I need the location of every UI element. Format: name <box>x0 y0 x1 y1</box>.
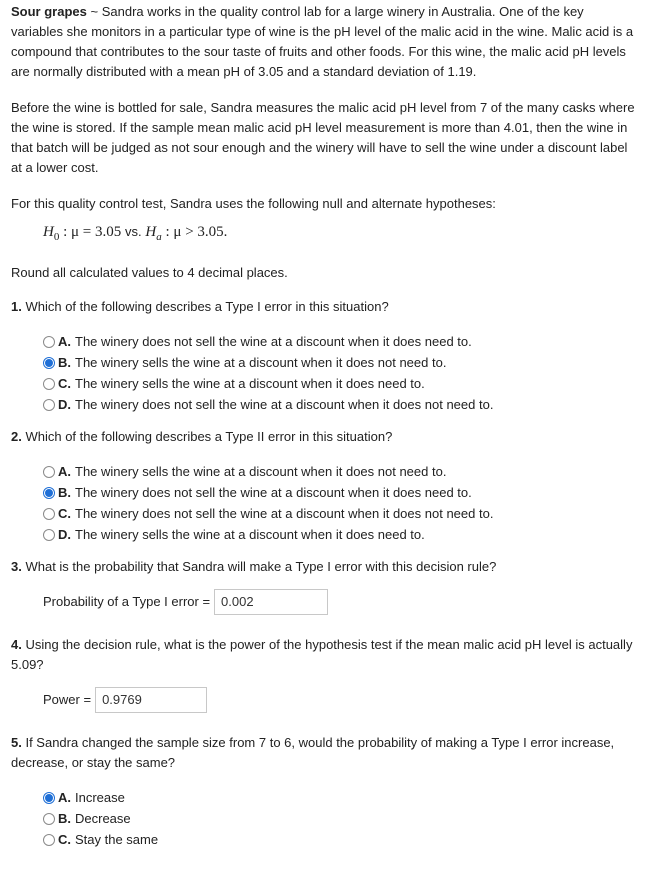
radio-button[interactable] <box>43 508 55 520</box>
option-text: Stay the same <box>75 831 159 847</box>
intro-paragraph <box>11 2 637 82</box>
q1-option-d[interactable] <box>43 394 637 415</box>
q4-answer-row <box>43 685 637 715</box>
option-letter: C. <box>58 505 71 521</box>
radio-button[interactable] <box>43 834 55 846</box>
option-text: The winery does not sell the wine at a discount when it does not need to. <box>75 396 494 412</box>
question-2-number: 2. <box>11 429 22 444</box>
question-1-text: Which of the following describes a Type I error in this situation? <box>25 299 389 314</box>
q5-option-a[interactable] <box>43 787 637 808</box>
question-5-options <box>43 787 637 850</box>
question-4 <box>11 635 637 675</box>
q1-option-b[interactable] <box>43 352 637 373</box>
power-label: Power = <box>43 692 92 707</box>
option-text: The winery sells the wine at a discount when it does not need to. <box>75 354 447 370</box>
q5-option-b[interactable] <box>43 808 637 829</box>
question-4-text: Using the decision rule, what is the power of the hypothesis test if the mean malic acid pH level is actually 5.09? <box>11 637 633 672</box>
q5-option-c[interactable] <box>43 829 637 850</box>
option-letter: D. <box>58 526 71 542</box>
option-letter: C. <box>58 831 71 847</box>
option-letter: B. <box>58 484 71 500</box>
option-letter: A. <box>58 333 71 349</box>
option-letter: A. <box>58 463 71 479</box>
option-letter: B. <box>58 810 71 826</box>
question-5-text: If Sandra changed the sample size from 7 to 6, would the probability of making a Type I error increase, decrease, or stay the same? <box>11 735 615 770</box>
q2-option-d[interactable] <box>43 524 637 545</box>
option-text: Decrease <box>75 810 131 826</box>
option-text: The winery does not sell the wine at a discount when it does not need to. <box>75 505 494 521</box>
option-text: The winery sells the wine at a discount when it does not need to. <box>75 463 447 479</box>
q1-option-a[interactable] <box>43 331 637 352</box>
power-input[interactable]: 0.9769 <box>95 687 207 713</box>
question-2-text: Which of the following describes a Type II error in this situation? <box>25 429 393 444</box>
radio-button-selected[interactable] <box>43 357 55 369</box>
hypotheses-intro: For this quality control test, Sandra uses the following null and alternate hypotheses: <box>11 196 496 211</box>
radio-button-selected[interactable] <box>43 792 55 804</box>
type-i-error-input[interactable]: 0.002 <box>214 589 328 615</box>
radio-button[interactable] <box>43 378 55 390</box>
question-4-number: 4. <box>11 637 22 652</box>
question-2 <box>11 427 637 447</box>
radio-button[interactable] <box>43 399 55 411</box>
question-5 <box>11 733 637 773</box>
question-3-number: 3. <box>11 559 22 574</box>
q2-option-c[interactable] <box>43 503 637 524</box>
q1-option-c[interactable] <box>43 373 637 394</box>
radio-button[interactable] <box>43 336 55 348</box>
option-letter: A. <box>58 789 71 805</box>
radio-button[interactable] <box>43 466 55 478</box>
q2-option-b[interactable] <box>43 482 637 503</box>
hypotheses-formula: $H_0$ : μ = 3.05 vs. $H_a$ : μ > 3.05. <box>43 224 228 243</box>
radio-button[interactable] <box>43 813 55 825</box>
question-3 <box>11 557 637 577</box>
intro-text: Sandra works in the quality control lab for a large winery in Australia. One of the key variables she monitors in a particular type of wine is the pH level of the malic acid in the wine. Malic acid is a compound that contributes to the sour taste of fruits and other foods. For this wine, the malic acid pH levels are normally distributed with a mean pH of 3.05 and a standard deviation of 1.19. <box>11 4 634 79</box>
question-3-text: What is the probability that Sandra will make a Type I error with this decision rule? <box>25 559 497 574</box>
decision-rule-paragraph: Before the wine is bottled for sale, Sandra measures the malic acid pH level from 7 of the many casks where the wine is stored. If the sample mean malic acid pH level measurement is more than 4.01, then the wine in that batch will be judged as not sour enough and the winery will have to sell the wine under a discount label at a lower cost. <box>11 100 635 175</box>
option-letter: B. <box>58 354 71 370</box>
rounding-note: Round all calculated values to 4 decimal places. <box>11 265 288 280</box>
question-1 <box>11 297 637 317</box>
type-i-error-label: Probability of a Type I error = <box>43 594 211 609</box>
question-1-options <box>43 331 637 415</box>
radio-button-selected[interactable] <box>43 487 55 499</box>
option-text: The winery sells the wine at a discount when it does need to. <box>75 526 425 542</box>
option-text: The winery sells the wine at a discount when it does need to. <box>75 375 425 391</box>
question-2-options <box>43 461 637 545</box>
option-letter: D. <box>58 396 71 412</box>
q3-answer-row <box>43 587 637 617</box>
vs-label: vs. <box>125 224 142 239</box>
question-1-number: 1. <box>11 299 22 314</box>
radio-button[interactable] <box>43 529 55 541</box>
option-letter: C. <box>58 375 71 391</box>
problem-title: Sour grapes <box>11 4 87 19</box>
question-5-number: 5. <box>11 735 22 750</box>
ha-expression: : μ > 3.05. <box>161 224 228 240</box>
h0-expression: : μ = 3.05 <box>59 224 126 240</box>
title-separator: ~ <box>90 4 99 19</box>
option-text: The winery does not sell the wine at a discount when it does need to. <box>75 484 472 500</box>
option-text: The winery does not sell the wine at a discount when it does need to. <box>75 333 472 349</box>
q2-option-a[interactable] <box>43 461 637 482</box>
option-text: Increase <box>75 789 125 805</box>
